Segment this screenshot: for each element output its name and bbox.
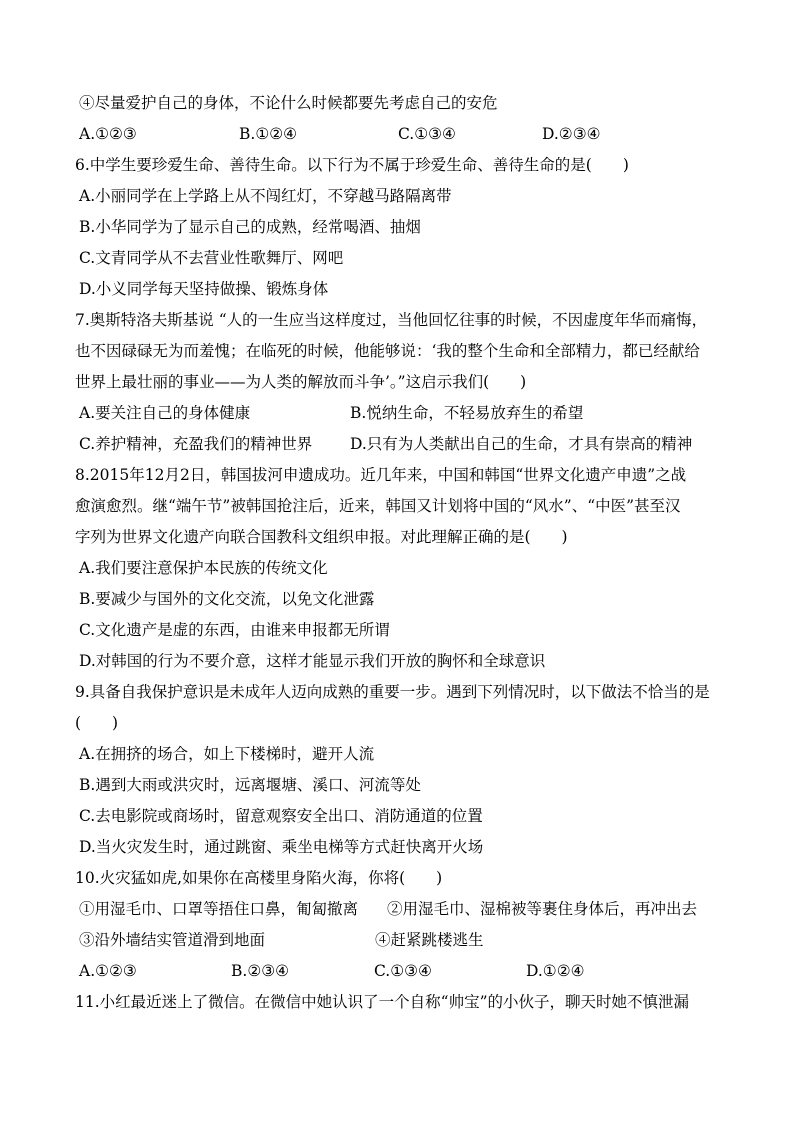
question-list bbox=[75, 88, 725, 1018]
q8-option-d: D.对韩国的行为不要介意，这样才能显示我们开放的胸怀和全球意识 bbox=[79, 652, 546, 670]
q7-stem-line-3: 世界上最壮丽的事业——为人类的解放而斗争’。”这启示我们( ) bbox=[75, 373, 527, 391]
q6-option-a: A.小丽同学在上学路上从不闯红灯，不穿越马路隔离带 bbox=[79, 187, 452, 205]
q9-option-a: A.在拥挤的场合，如上下楼梯时，避开人流 bbox=[79, 745, 375, 763]
q5-option-c: C.①③④ bbox=[398, 125, 456, 143]
q7-options-row-1 bbox=[75, 398, 725, 429]
q10-statement-2: ②用湿毛巾、湿棉被等裹住身体后，再冲出去 bbox=[387, 900, 698, 918]
q6-option-d: D.小义同学每天坚持做操、锻炼身体 bbox=[79, 280, 329, 298]
q8-option-c: C.文化遗产是虚的东西，由谁来申报都无所谓 bbox=[79, 621, 390, 639]
q10-statements-row-2 bbox=[75, 925, 725, 956]
q8-stem-line-3: 字列为世界文化遗产向联合国教科文组织申报。对此理解正确的是( ) bbox=[75, 528, 568, 546]
q5-option-b: B.①②④ bbox=[239, 125, 298, 143]
q10-statement-4: ④赶紧跳楼逃生 bbox=[375, 931, 484, 949]
q6-stem: 6.中学生要珍爱生命、善待生命。以下行为不属于珍爱生命、善待生命的是( ) bbox=[75, 156, 629, 174]
q5-option-d: D.②③④ bbox=[542, 125, 601, 143]
q10-option-a: A.①②③ bbox=[79, 962, 137, 980]
q7-stem-line-1: 7.奥斯特洛夫斯基说 “人的一生应当这样度过，当他回忆往事的时候，不因虚度年华而痛悔， bbox=[75, 311, 708, 329]
q10-statement-1: ①用湿毛巾、口罩等捂住口鼻，匍匐撤离 bbox=[79, 900, 359, 918]
q9-stem-line-1: 9.具备自我保护意识是未成年人迈向成熟的重要一步。遇到下列情况时，以下做法不恰当的是 bbox=[75, 683, 710, 701]
q7-option-a: A.要关注自己的身体健康 bbox=[79, 404, 251, 422]
q9-option-d: D.当火灾发生时，通过跳窗、乘坐电梯等方式赶快离开火场 bbox=[79, 838, 484, 856]
q8-option-b: B.要减少与国外的文化交流，以免文化泄露 bbox=[79, 590, 375, 608]
q7-stem-line-2: 也不因碌碌无为而羞愧；在临死的时候，他能够说：‘我的整个生命和全部精力，都已经献给 bbox=[75, 342, 700, 360]
q10-stem: 10.火灾猛如虎,如果你在高楼里身陷火海，你将( ) bbox=[75, 869, 443, 887]
q10-option-d: D.①②④ bbox=[526, 962, 585, 980]
q8-stem-line-2: 愈演愈烈。继“端午节”被韩国抢注后，近来，韩国又计划将中国的“风水”、“中医”甚至汉 bbox=[75, 497, 681, 515]
q7-options-row-2 bbox=[75, 429, 725, 460]
q6-option-c: C.文青同学从不去营业性歌舞厅、网吧 bbox=[79, 249, 344, 267]
q8-option-a: A.我们要注意保护本民族的传统文化 bbox=[79, 559, 328, 577]
q7-option-d: D.只有为人类献出自己的生命，才具有崇高的精神 bbox=[350, 435, 693, 453]
q10-statements-row-1 bbox=[75, 894, 725, 925]
q5-option-a: A.①②③ bbox=[79, 125, 137, 143]
q10-options bbox=[75, 956, 725, 987]
q8-stem-line-1: 8.2015年12月2日，韩国拔河申遗成功。近几年来，中国和韩国“世界文化遗产申遗”之战 bbox=[75, 466, 687, 484]
q7-option-c: C.养护精神，充盈我们的精神世界 bbox=[79, 435, 313, 453]
q9-option-c: C.去电影院或商场时，留意观察安全出口、消防通道的位置 bbox=[79, 807, 483, 825]
q5-statement-4: ④尽量爱护自己的身体，不论什么时候都要先考虑自己的安危 bbox=[79, 94, 498, 112]
q10-option-c: C.①③④ bbox=[374, 962, 432, 980]
q10-statement-3: ③沿外墙结实管道滑到地面 bbox=[79, 931, 266, 949]
q9-option-b: B.遇到大雨或洪灾时，远离堰塘、溪口、河流等处 bbox=[79, 776, 421, 794]
q5-options bbox=[75, 119, 725, 150]
q9-stem-line-2: ( ) bbox=[75, 714, 119, 732]
q6-option-b: B.小华同学为了显示自己的成熟，经常喝酒、抽烟 bbox=[79, 218, 421, 236]
q10-option-b: B.②③④ bbox=[231, 962, 290, 980]
q11-stem-line-1: 11.小红最近迷上了微信。在微信中她认识了一个自称“帅宝”的小伙子，聊天时她不慎泄漏 bbox=[75, 993, 690, 1011]
q7-option-b: B.悦纳生命，不轻易放弃生的希望 bbox=[350, 404, 584, 422]
